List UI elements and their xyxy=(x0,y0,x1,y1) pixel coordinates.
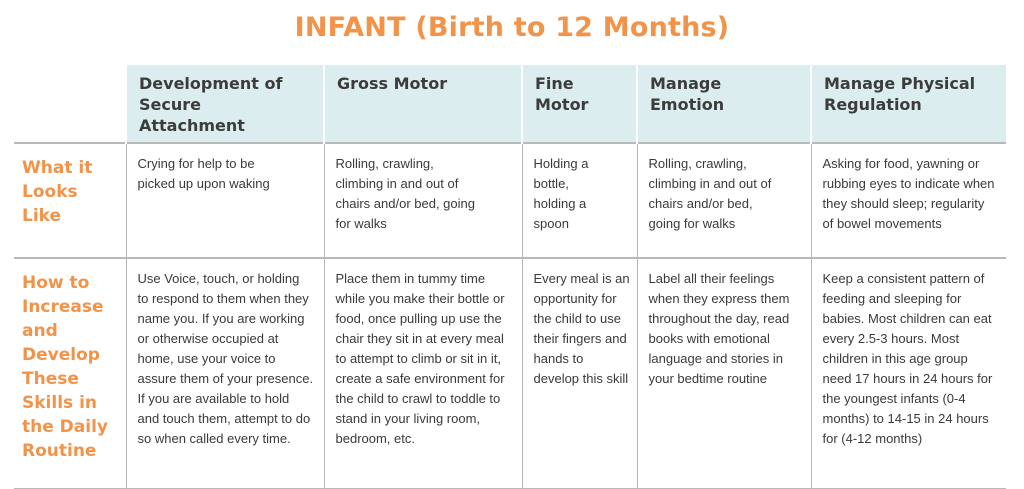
table-cell: Crying for help to be picked up upon waking xyxy=(126,143,324,258)
table-cell: Place them in tummy time while you make their bottle or food, once pulling up use the chair they sit in at every meal to attempt to climb or sit in it, create a safe environment for the child to crawl to toddle to stand in your living room, bedroom, etc. xyxy=(324,258,522,489)
table-cell: Rolling, crawling, climbing in and out of chairs and/or bed, going for walks xyxy=(637,143,811,258)
table-row xyxy=(14,143,1006,258)
header-row xyxy=(14,65,1006,143)
table-cell: Asking for food, yawning or rubbing eyes to indicate when they should sleep; regularity of bowel movements xyxy=(811,143,1006,258)
column-header-physical-regulation: Manage Physical Regulation xyxy=(811,65,1006,143)
table-cell: Use Voice, touch, or holding to respond to them when they name you. If you are working or otherwise occupied at home, use your voice to assure them of your presence. If you are available to hold and touch them, attempt to do so when called every time. xyxy=(126,258,324,489)
table-cell: Every meal is an opportunity for the child to use their fingers and hands to develop this skill xyxy=(522,258,637,489)
column-header-fine-motor: Fine Motor xyxy=(522,65,637,143)
column-header-gross-motor: Gross Motor xyxy=(324,65,522,143)
table-cell: Label all their feelings when they express them throughout the day, read books with emotional language and stories in your bedtime routine xyxy=(637,258,811,489)
table-cell: Keep a consistent pattern of feeding and sleeping for babies. Most children can eat every 2.5-3 hours. Most children in this age group need 17 hours in 24 hours for the youngest infants (0-4 months) to 14-15 in 24 hours for (4-12 months) xyxy=(811,258,1006,489)
table-cell: Rolling, crawling, climbing in and out of chairs and/or bed, going for walks xyxy=(324,143,522,258)
row-header-what-it-looks-like: What it Looks Like xyxy=(14,143,126,258)
table-cell: Holding a bottle, holding a spoon xyxy=(522,143,637,258)
column-header-secure-attachment: Development of Secure Attachment xyxy=(126,65,324,143)
column-header-manage-emotion: Manage Emotion xyxy=(637,65,811,143)
table-row xyxy=(14,258,1006,489)
corner-cell xyxy=(14,65,126,143)
page-title: INFANT (Birth to 12 Months) xyxy=(294,12,730,43)
skills-table xyxy=(14,65,1006,489)
row-header-how-to-increase: How to Increase and Develop These Skills in the Daily Routine xyxy=(14,258,126,489)
